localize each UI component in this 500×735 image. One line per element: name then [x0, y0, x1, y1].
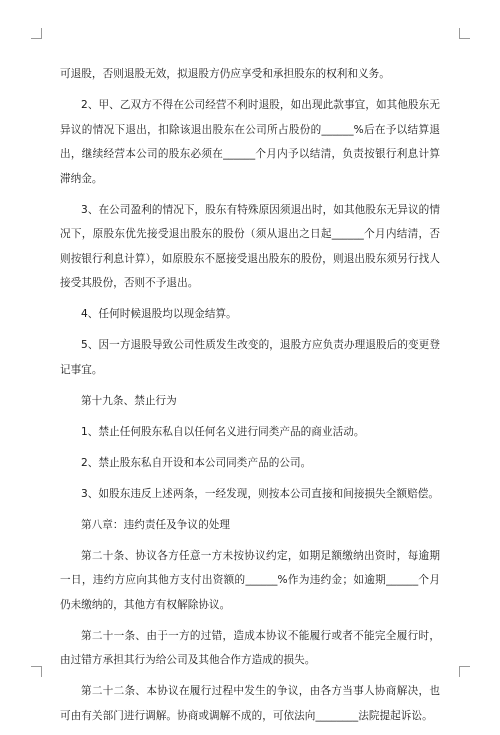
paragraph: 3、在公司盈利的情况下，股东有特殊原因须退出时，如其他股东无异议的情况下，原股东优先接受退出股东的股份（须从退出之日起______个月内结清，否则按银行利息计算），如原股东不愿接受退出股东的股份，则退出股东须另行找人接受其股份，否则不予退出。: [60, 203, 440, 289]
paragraph: 5、因一方退股导致公司性质发生改变的，退股方应负责办理退股后的变更登记事宜。: [60, 339, 440, 376]
paragraph: 可退股，否则退股无效，拟退股方仍应享受和承担股东的权利和义务。: [60, 68, 390, 80]
paragraph: 2、甲、乙双方不得在公司经营不利时退股，如出现此款事宜，如其他股东无异议的情况下退出，扣除该退出股东在公司所占股份的______%后在予以结算退出，继续经营本公司的股东必须在______个月内予以结清，负责按银行利息计算滞纳金。: [60, 99, 440, 185]
paragraph: 4、任何时候退股均以现金结算。: [81, 308, 237, 320]
paragraph: 3、如股东违反上述两条，一经发现，则按本公司直接和间接损失全额赔偿。: [81, 487, 440, 500]
crop-mark-top-right: [459, 28, 470, 39]
crop-mark-top-left: [31, 28, 42, 39]
crop-mark-bottom-right: [459, 666, 470, 677]
article-heading: 第十九条、禁止行为: [81, 394, 177, 407]
chapter-heading: 第八章：违约责任及争议的处理: [81, 518, 231, 531]
paragraph: 1、禁止任何股东私自以任何名义进行同类产品的商业活动。: [81, 425, 365, 438]
crop-mark-bottom-left: [31, 666, 42, 677]
document-page: [60, 62, 440, 735]
paragraph: 2、禁止股东私自开设和本公司同类产品的公司。: [81, 456, 312, 469]
paragraph: 第二十一条、由于一方的过错，造成本协议不能履行或者不能完全履行时，由过错方承担其行为给公司及其他合作方造成的损失。: [60, 629, 440, 666]
paragraph: 第二十条、协议各方任意一方未按协议约定，如期足额缴纳出资时，每逾期一日，违约方应向其他方支付出资额的______%作为违约金；如逾期______个月仍未缴纳的，其他方有权解除协议。: [60, 549, 440, 611]
paragraph: 第二十二条、本协议在履行过程中发生的争议，由各方当事人协商解决，也可由有关部门进行调解。协商或调解不成的，可依法向________法院提起诉讼。: [60, 685, 440, 722]
